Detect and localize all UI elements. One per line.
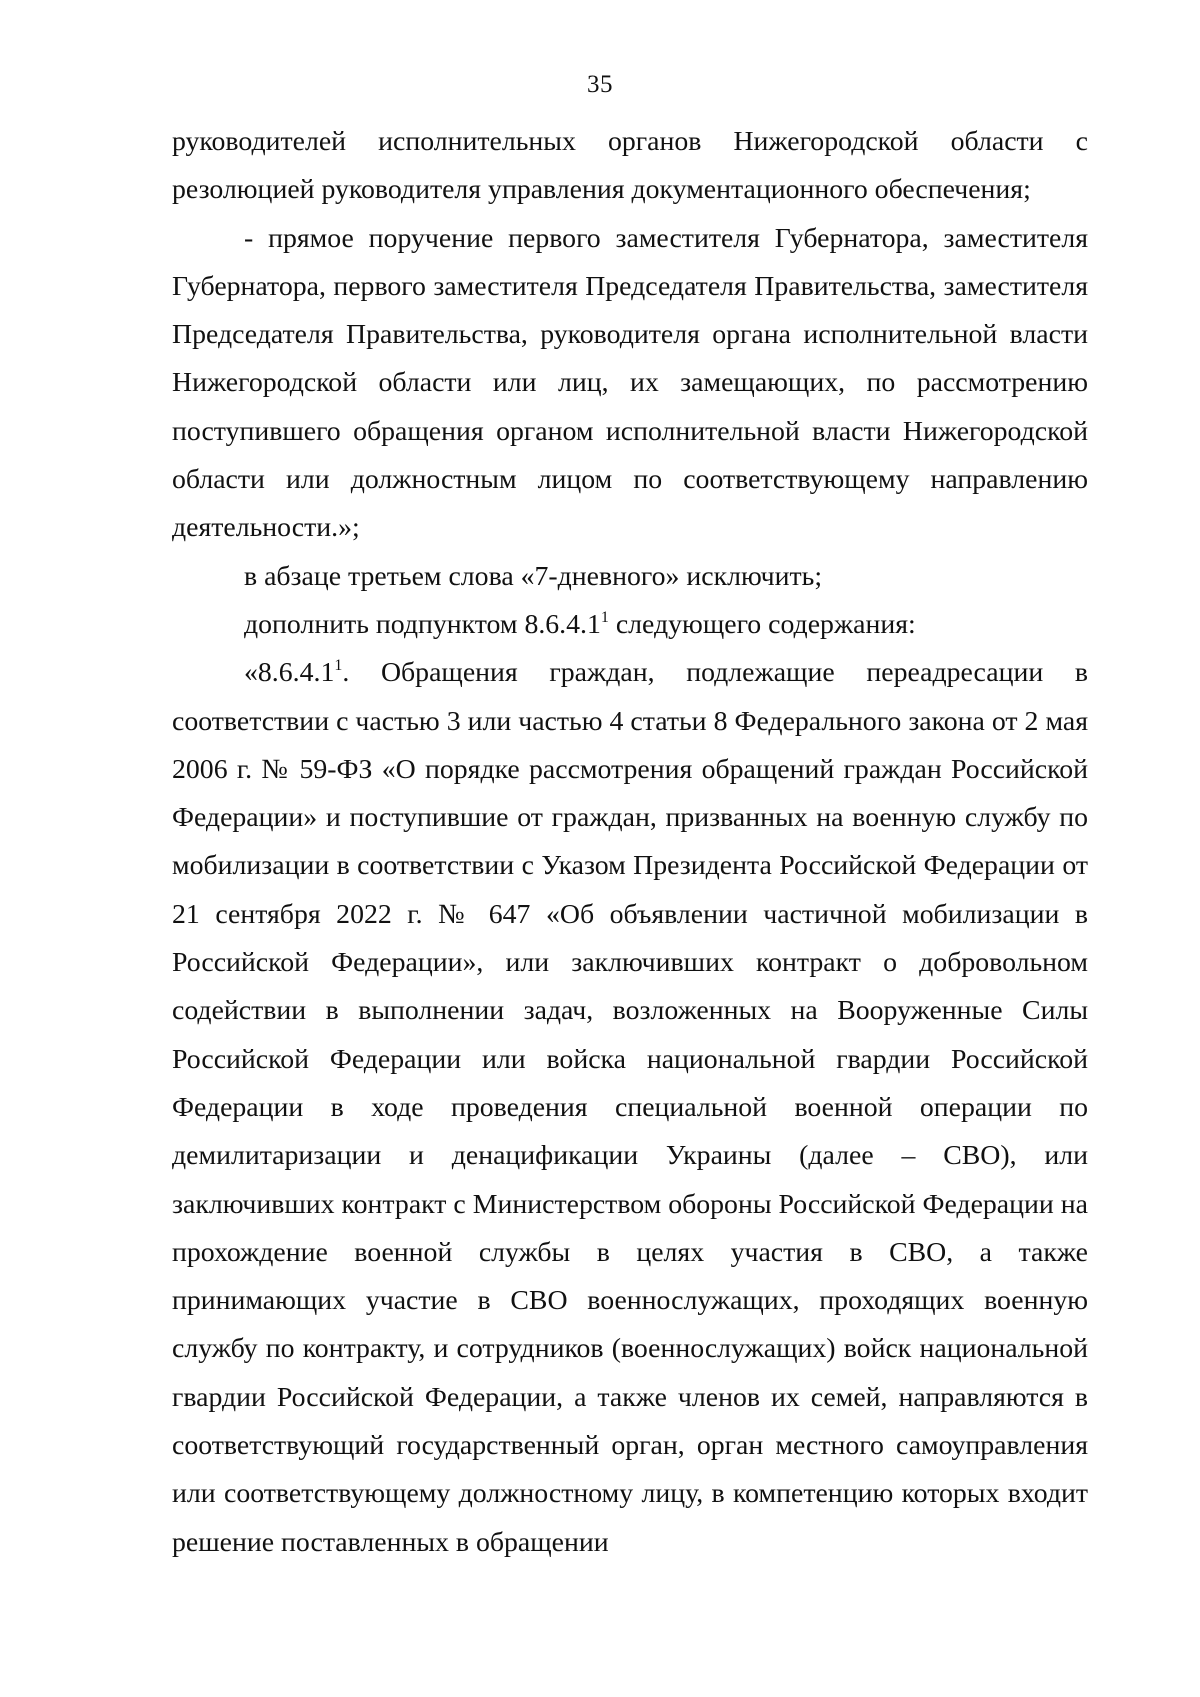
subclause-content: . Обращения граждан, подлежащие переадресации в соответствии с частью 3 или частью 4 статьи 8 Федерального закона от 2 мая 2006 г. № 59-ФЗ «О порядке рассмотрения обращений граждан Российской Федерации» и поступившие от граждан, призванных на военную службу по мобилизации в соответствии с Указом Президента Российской Федерации от 21 сентября 2022 г. № 647 «Об объявлении частичной мобилизации в Российской Федерации», или заключивших контракт о добровольном содействии в выполнении задач, возложенных на Вооруженные Силы Российской Федерации или войска национальной гвардии Российской Федерации в ходе проведения специальной военной операции по демилитаризации и денацификации Украины (далее – СВО), или заключивших контракт с Министерством обороны Российской Федерации на прохождение военной службы в целях участия в СВО, а также принимающих участие в СВО военнослужащих, проходящих военную службу по контракту, и сотрудников (военнослужащих) войск национальной гвардии Российской Федерации, а также членов их семей, направляются в соответствующий государственный орган, орган местного самоуправления или соответствующему должностному лицу, в компетенцию которых входит решение поставленных в обращении bbox=[172, 657, 1088, 1558]
subclause-number: «8.6.4.1 bbox=[244, 657, 335, 689]
superscript-index: 1 bbox=[334, 657, 343, 675]
paragraph-add-subclause-end: следующего содержания: bbox=[608, 608, 916, 640]
paragraph-third-abzac: в абзаце третьем слова «7-дневного» исключить; bbox=[244, 560, 823, 592]
paragraph-continued: руководителей исполнительных органов Нижегородской области с резолюцией руководителя управления документационного обеспечения; bbox=[172, 126, 1088, 206]
document-body bbox=[172, 118, 1088, 1567]
paragraph-direct-order: - прямое поручение первого заместителя Губернатора, заместителя Губернатора, первого заместителя Председателя Правительства, заместителя Председателя Правительства, руководителя органа исполнительной власти Нижегородской области или лиц, их замещающих, по рассмотрению поступившего обращения органом исполнительной власти Нижегородской области или должностным лицом по соответствующему направлению деятельности.»; bbox=[172, 222, 1088, 544]
paragraph-add-subclause bbox=[172, 601, 1088, 649]
page-number: 35 bbox=[587, 71, 613, 98]
paragraph-subclause-text bbox=[172, 649, 1088, 1567]
paragraph-add-subclause-start: дополнить подпунктом 8.6.4.1 bbox=[244, 608, 601, 640]
superscript-index: 1 bbox=[600, 608, 609, 626]
